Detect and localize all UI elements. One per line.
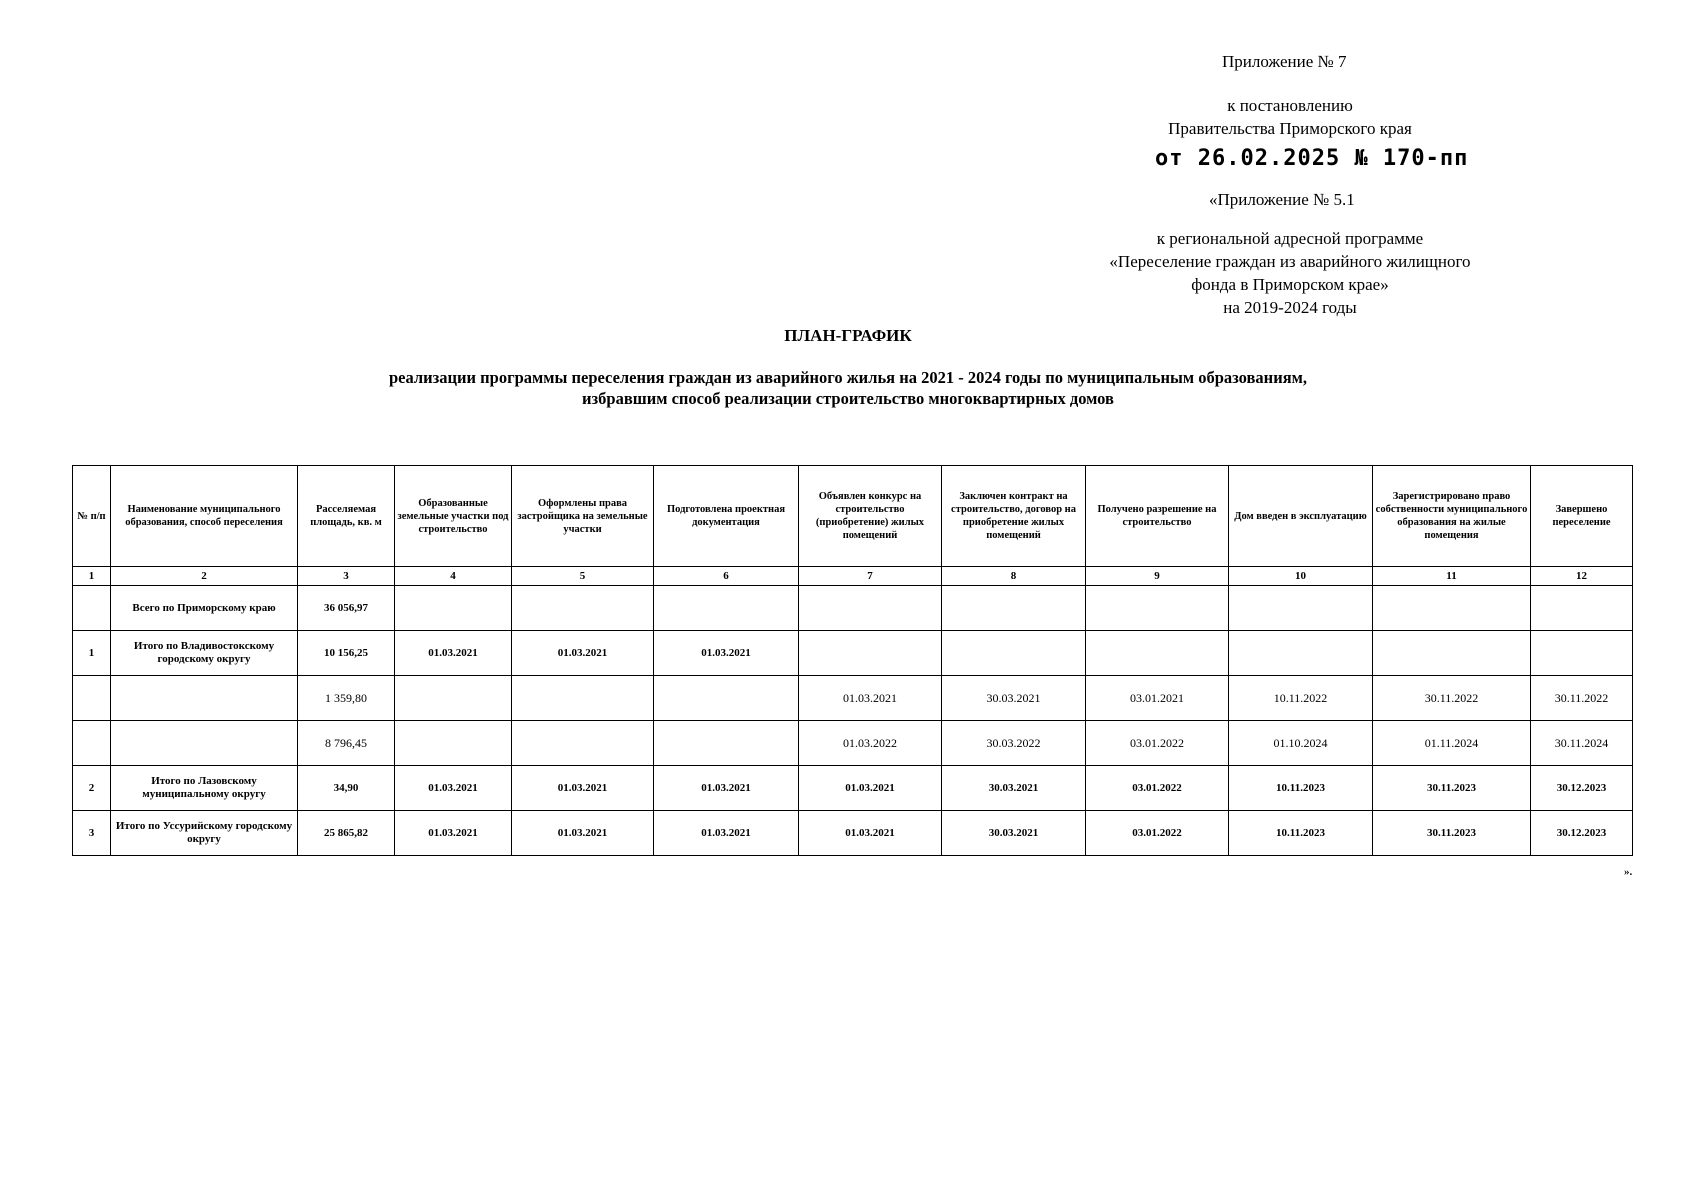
date-cell: 30.11.2023 bbox=[1373, 811, 1531, 856]
subtitle-line: избравшим способ реализации строительство многоквартирных домов bbox=[582, 389, 1114, 408]
table-row-ussuriysk bbox=[73, 811, 1633, 856]
program-line: на 2019-2024 годы bbox=[1223, 298, 1357, 317]
date-cell bbox=[1373, 631, 1531, 676]
table-cell bbox=[942, 586, 1086, 631]
column-header: Получено разрешение на строительство bbox=[1086, 466, 1229, 567]
row-number-cell: 3 bbox=[73, 811, 111, 856]
table-cell bbox=[1086, 586, 1229, 631]
column-number: 9 bbox=[1086, 567, 1229, 586]
date-cell bbox=[942, 631, 1086, 676]
table-cell bbox=[799, 586, 942, 631]
date-cell: 30.12.2023 bbox=[1531, 811, 1633, 856]
date-cell: 01.03.2021 bbox=[395, 811, 512, 856]
area-cell: 25 865,82 bbox=[298, 811, 395, 856]
date-cell: 01.03.2021 bbox=[799, 766, 942, 811]
municipality-name-cell: Итого по Лазовскому муниципальному округу bbox=[111, 766, 298, 811]
date-cell: 03.01.2022 bbox=[1086, 811, 1229, 856]
date-cell bbox=[395, 676, 512, 721]
program-line: к региональной адресной программе bbox=[1156, 229, 1424, 248]
date-cell bbox=[1086, 631, 1229, 676]
date-cell: 01.03.2021 bbox=[512, 766, 654, 811]
date-cell bbox=[654, 721, 799, 766]
date-cell: 01.03.2021 bbox=[512, 631, 654, 676]
appendix-number: Приложение № 7 bbox=[1222, 52, 1347, 71]
column-header: Завершено переселение bbox=[1531, 466, 1633, 567]
date-cell: 10.11.2022 bbox=[1229, 676, 1373, 721]
municipality-name-cell bbox=[111, 721, 298, 766]
program-line: «Переселение граждан из аварийного жилищного bbox=[1109, 252, 1471, 271]
program-reference bbox=[1060, 227, 1520, 319]
column-header: Оформлены права застройщика на земельные участки bbox=[512, 466, 654, 567]
column-number: 6 bbox=[654, 567, 799, 586]
date-cell: 30.03.2021 bbox=[942, 676, 1086, 721]
date-cell bbox=[654, 676, 799, 721]
to-resolution-line: к постановлению bbox=[1227, 96, 1353, 115]
closing-quote-mark: ». bbox=[1624, 866, 1633, 878]
table-row-stage bbox=[73, 721, 1633, 766]
column-number-row bbox=[73, 567, 1633, 586]
column-number: 12 bbox=[1531, 567, 1633, 586]
appendix-quote: «Приложение № 5.1 bbox=[1209, 190, 1355, 209]
table-cell bbox=[512, 586, 654, 631]
column-header: Расселяемая площадь, кв. м bbox=[298, 466, 395, 567]
date-cell: 30.03.2022 bbox=[942, 721, 1086, 766]
date-cell: 01.03.2021 bbox=[799, 676, 942, 721]
date-cell: 01.03.2021 bbox=[654, 766, 799, 811]
column-number: 2 bbox=[111, 567, 298, 586]
column-number: 5 bbox=[512, 567, 654, 586]
date-cell: 30.03.2021 bbox=[942, 766, 1086, 811]
table-row-total-region bbox=[73, 586, 1633, 631]
schedule-table bbox=[72, 465, 1633, 856]
date-cell bbox=[395, 721, 512, 766]
date-cell bbox=[1531, 631, 1633, 676]
table-header-row bbox=[73, 466, 1633, 567]
date-cell: 01.03.2021 bbox=[512, 811, 654, 856]
date-cell: 30.11.2023 bbox=[1373, 766, 1531, 811]
column-number: 8 bbox=[942, 567, 1086, 586]
table-row-stage bbox=[73, 676, 1633, 721]
date-cell: 01.03.2021 bbox=[799, 811, 942, 856]
column-header: Наименование муниципального образования, способ переселения bbox=[111, 466, 298, 567]
government-line: Правительства Приморского края bbox=[1168, 119, 1412, 138]
document-title: ПЛАН-ГРАФИК bbox=[784, 326, 912, 345]
column-number: 4 bbox=[395, 567, 512, 586]
document-subtitle bbox=[250, 367, 1446, 409]
date-cell: 30.03.2021 bbox=[942, 811, 1086, 856]
column-header: Объявлен конкурс на строительство (приобретение) жилых помещений bbox=[799, 466, 942, 567]
date-cell: 03.01.2021 bbox=[1086, 676, 1229, 721]
date-cell: 01.03.2021 bbox=[395, 631, 512, 676]
table-row-vladivostok bbox=[73, 631, 1633, 676]
table-row-lazovsky bbox=[73, 766, 1633, 811]
row-number-cell bbox=[73, 676, 111, 721]
date-cell: 03.01.2022 bbox=[1086, 721, 1229, 766]
column-number: 11 bbox=[1373, 567, 1531, 586]
table-cell bbox=[1531, 586, 1633, 631]
date-cell: 01.03.2021 bbox=[654, 811, 799, 856]
date-cell: 03.01.2022 bbox=[1086, 766, 1229, 811]
date-cell: 01.03.2021 bbox=[654, 631, 799, 676]
date-cell bbox=[512, 676, 654, 721]
table-cell bbox=[1373, 586, 1531, 631]
date-cell: 10.11.2023 bbox=[1229, 766, 1373, 811]
date-cell: 30.11.2022 bbox=[1531, 676, 1633, 721]
municipality-name-cell: Итого по Владивостокскому городскому округу bbox=[111, 631, 298, 676]
area-cell: 36 056,97 bbox=[298, 586, 395, 631]
column-header: Зарегистрировано право собственности муниципального образования на жилые помещения bbox=[1373, 466, 1531, 567]
date-cell: 01.03.2021 bbox=[395, 766, 512, 811]
column-number: 10 bbox=[1229, 567, 1373, 586]
row-number-cell: 1 bbox=[73, 631, 111, 676]
row-number-cell: 2 bbox=[73, 766, 111, 811]
date-cell: 01.10.2024 bbox=[1229, 721, 1373, 766]
date-cell: 01.11.2024 bbox=[1373, 721, 1531, 766]
municipality-name-cell: Итого по Уссурийскому городскому округу bbox=[111, 811, 298, 856]
column-header: Подготовлена проектная документация bbox=[654, 466, 799, 567]
date-cell: 30.11.2024 bbox=[1531, 721, 1633, 766]
date-cell bbox=[512, 721, 654, 766]
municipality-name-cell bbox=[111, 676, 298, 721]
date-cell bbox=[1229, 631, 1373, 676]
municipality-name-cell: Всего по Приморскому краю bbox=[111, 586, 298, 631]
column-header: Дом введен в эксплуатацию bbox=[1229, 466, 1373, 567]
area-cell: 10 156,25 bbox=[298, 631, 395, 676]
table-cell bbox=[395, 586, 512, 631]
date-cell: 30.11.2022 bbox=[1373, 676, 1531, 721]
row-number-cell bbox=[73, 586, 111, 631]
date-cell: 10.11.2023 bbox=[1229, 811, 1373, 856]
resolution-date-number: от 26.02.2025 № 170-пп bbox=[1155, 146, 1469, 171]
date-cell: 01.03.2022 bbox=[799, 721, 942, 766]
column-number: 7 bbox=[799, 567, 942, 586]
column-number: 1 bbox=[73, 567, 111, 586]
column-number: 3 bbox=[298, 567, 395, 586]
table-cell bbox=[654, 586, 799, 631]
column-header: Заключен контракт на строительство, договор на приобретение жилых помещений bbox=[942, 466, 1086, 567]
date-cell bbox=[799, 631, 942, 676]
column-header: Образованные земельные участки под строительство bbox=[395, 466, 512, 567]
subtitle-line: реализации программы переселения граждан из аварийного жилья на 2021 - 2024 годы по муниципальным образованиям, bbox=[388, 368, 1307, 387]
table-cell bbox=[1229, 586, 1373, 631]
row-number-cell bbox=[73, 721, 111, 766]
resolution-reference bbox=[1060, 94, 1520, 140]
column-header: № п/п bbox=[73, 466, 111, 567]
date-cell: 30.12.2023 bbox=[1531, 766, 1633, 811]
area-cell: 1 359,80 bbox=[298, 676, 395, 721]
program-line: фонда в Приморском крае» bbox=[1191, 275, 1389, 294]
area-cell: 8 796,45 bbox=[298, 721, 395, 766]
area-cell: 34,90 bbox=[298, 766, 395, 811]
